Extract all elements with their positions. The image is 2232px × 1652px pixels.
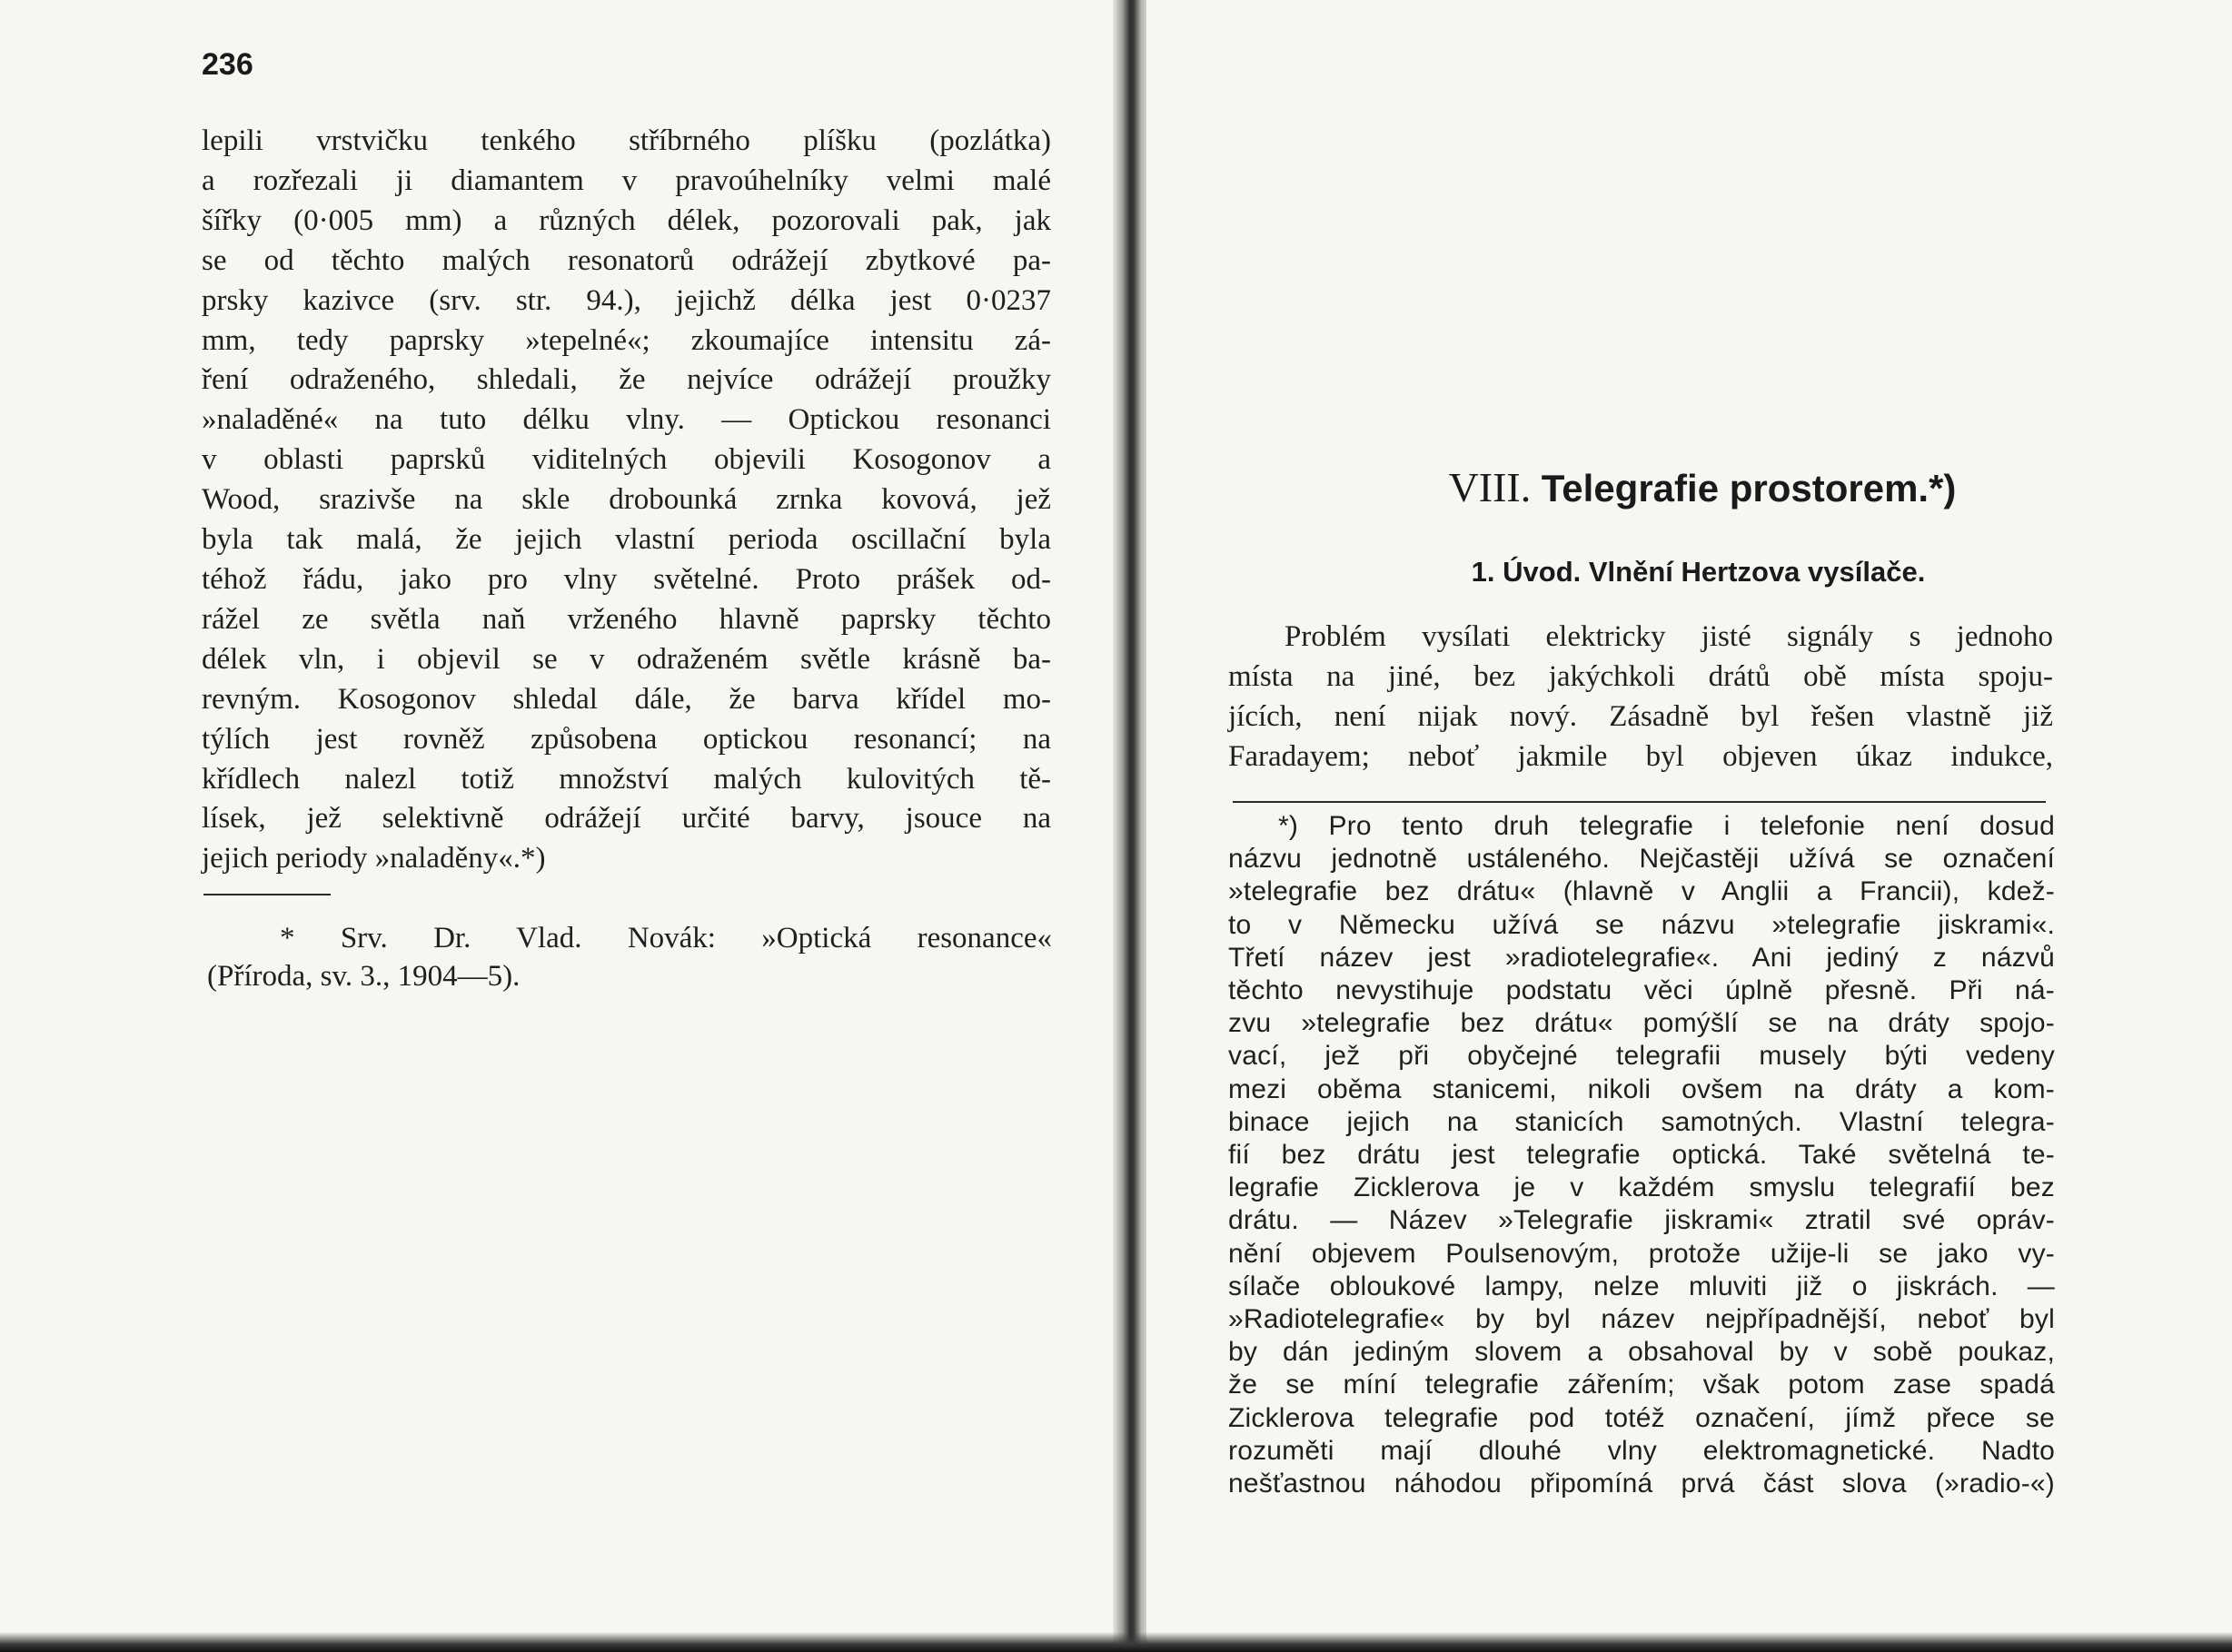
- text-line: prsky kazivce (srv. str. 94.), jejichž délka jest 0·0237: [202, 283, 1051, 317]
- footnote-line: názvu jednotně ustáleného. Nejčastěji užívá se označení: [1228, 844, 2055, 875]
- text-line: týlích jest rovněž způsobena optickou resonancí; na: [202, 722, 1051, 756]
- text-line: jejich periody »naladěny«.*): [202, 842, 546, 875]
- text-line: rážel ze světla naň vrženého hlavně paprsky těchto: [202, 602, 1051, 636]
- text-line: lepili vrstvičku tenkého stříbrného plíšku (pozlátka): [202, 124, 1051, 157]
- footnote-line: těchto nevystihuje podstatu věci úplně přesně. Při ná-: [1228, 975, 2055, 1006]
- text-line: revným. Kosogonov shledal dále, že barva křídel mo-: [202, 682, 1051, 716]
- text-line: se od těchto malých resonatorů odrážejí zbytkové pa-: [202, 243, 1051, 277]
- right-body-text: [1228, 618, 2053, 777]
- footnote-line: legrafie Zicklerova je v každém smyslu telegrafií bez: [1228, 1172, 2055, 1203]
- text-line: téhož řádu, jako pro vlny světelné. Proto prášek od-: [202, 562, 1051, 596]
- footnote-line: mezi oběma stanicemi, nikoli ovšem na dráty a kom-: [1228, 1073, 2055, 1104]
- footnote-line: drátu. — Název »Telegrafie jiskrami« ztratil své opráv-: [1228, 1205, 2055, 1236]
- footnote-line: nešťastnou náhodou připomíná prvá část slova (»radio-«): [1228, 1469, 2055, 1499]
- text-line: šířky (0·005 mm) a různých délek, pozorovali pak, jak: [202, 203, 1051, 237]
- footnote-line: rozuměti mají dlouhé vlny elektromagnetické. Nadto: [1228, 1435, 2055, 1466]
- text-line: křídlech nalezl totiž množství malých kulovitých tě-: [202, 762, 1051, 796]
- page-number: 236: [202, 47, 253, 82]
- text-line: Wood, srazivše na skle drobounká zrnka kovová, jež: [202, 483, 1051, 517]
- book-gutter: [1113, 0, 1151, 1652]
- text-line: v oblasti paprsků viditelných objevili Kosogonov a: [202, 443, 1051, 477]
- footnote-line: by dán jediným slovem a obsahoval by v sobě poukaz,: [1228, 1337, 2055, 1368]
- right-page: [1146, 0, 2232, 1652]
- footnote-line: »telegrafie bez drátu« (hlavně v Anglii a Francii), kdež-: [1228, 876, 2055, 907]
- footnote-line: * Srv. Dr. Vlad. Novák: »Optická resonance«: [280, 922, 1052, 955]
- footnote-line: nění objevem Poulsenovým, protože užije-li se jako vy-: [1228, 1238, 2055, 1269]
- footnote-line: zvu »telegrafie bez drátu« pomýšlí se na dráty spojo-: [1228, 1008, 2055, 1039]
- text-line: ření odraženého, shledali, že nejvíce odrážejí proužky: [202, 363, 1051, 397]
- left-footnote: [207, 919, 1052, 995]
- footnote-line: Třetí název jest »radiotelegrafie«. Ani jediný z názvů: [1228, 942, 2055, 973]
- text-line: »naladěné« na tuto délku vlny. — Optickou resonanci: [202, 403, 1051, 437]
- text-line: byla tak malá, že jejich vlastní perioda oscillační byla: [202, 523, 1051, 557]
- footnote-line: Zicklerova telegrafie pod totéž označení, jímž přece se: [1228, 1402, 2055, 1433]
- chapter-title-text: Telegrafie prostorem.*): [1541, 467, 1957, 509]
- text-line: mm, tedy paprsky »tepelné«; zkoumajíce intensitu zá-: [202, 323, 1051, 357]
- page-bottom-shadow: [0, 1632, 2232, 1652]
- footnote-line: že se míní telegrafie zářením; však potom zase spadá: [1228, 1370, 2055, 1400]
- section-heading: 1. Úvod. Vlnění Hertzova vysílače.: [1471, 556, 1926, 588]
- footnote-line: binace jejich na stanicích samotných. Vlastní telegra-: [1228, 1106, 2055, 1137]
- footnote-line: *) Pro tento druh telegrafie i telefonie není dosud: [1278, 811, 2055, 841]
- footnote-line: (Příroda, sv. 3., 1904—5).: [207, 960, 521, 993]
- text-line: lísek, jež selektivně odrážejí určité barvy, jsouce na: [202, 802, 1051, 836]
- footnote-line: sílače obloukové lampy, nelze mluviti již o jiskrách. —: [1228, 1271, 2055, 1301]
- footnote-divider: [203, 894, 331, 895]
- footnote-divider: [1233, 801, 2046, 803]
- chapter-title: [1384, 463, 2020, 511]
- right-footnote: [1228, 810, 2055, 1500]
- text-line: Problém vysílati elektricky jisté signály s jednoho: [1285, 620, 2053, 653]
- footnote-line: vací, jež při obyčejné telegrafii musely býti vedeny: [1228, 1041, 2055, 1072]
- left-body-text: [202, 122, 1051, 879]
- footnote-line: to v Německu užívá se názvu »telegrafie jiskrami«.: [1228, 909, 2055, 940]
- text-line: Faradayem; neboť jakmile byl objeven úkaz indukce,: [1228, 739, 2053, 773]
- footnote-line: »Radiotelegrafie« by byl název nejpřípadnější, neboť byl: [1228, 1304, 2055, 1335]
- footnote-line: fií bez drátu jest telegrafie optická. Také světelná te-: [1228, 1140, 2055, 1171]
- text-line: a rozřezali ji diamantem v pravoúhelníky velmi malé: [202, 163, 1051, 197]
- chapter-number: VIII.: [1448, 464, 1532, 510]
- text-line: jících, není nijak nový. Zásadně byl řešen vlastně již: [1228, 699, 2053, 733]
- text-line: délek vln, i objevil se v odraženém světle krásně ba-: [202, 642, 1051, 676]
- text-line: místa na jiné, bez jakýchkoli drátů obě místa spoju-: [1228, 659, 2053, 693]
